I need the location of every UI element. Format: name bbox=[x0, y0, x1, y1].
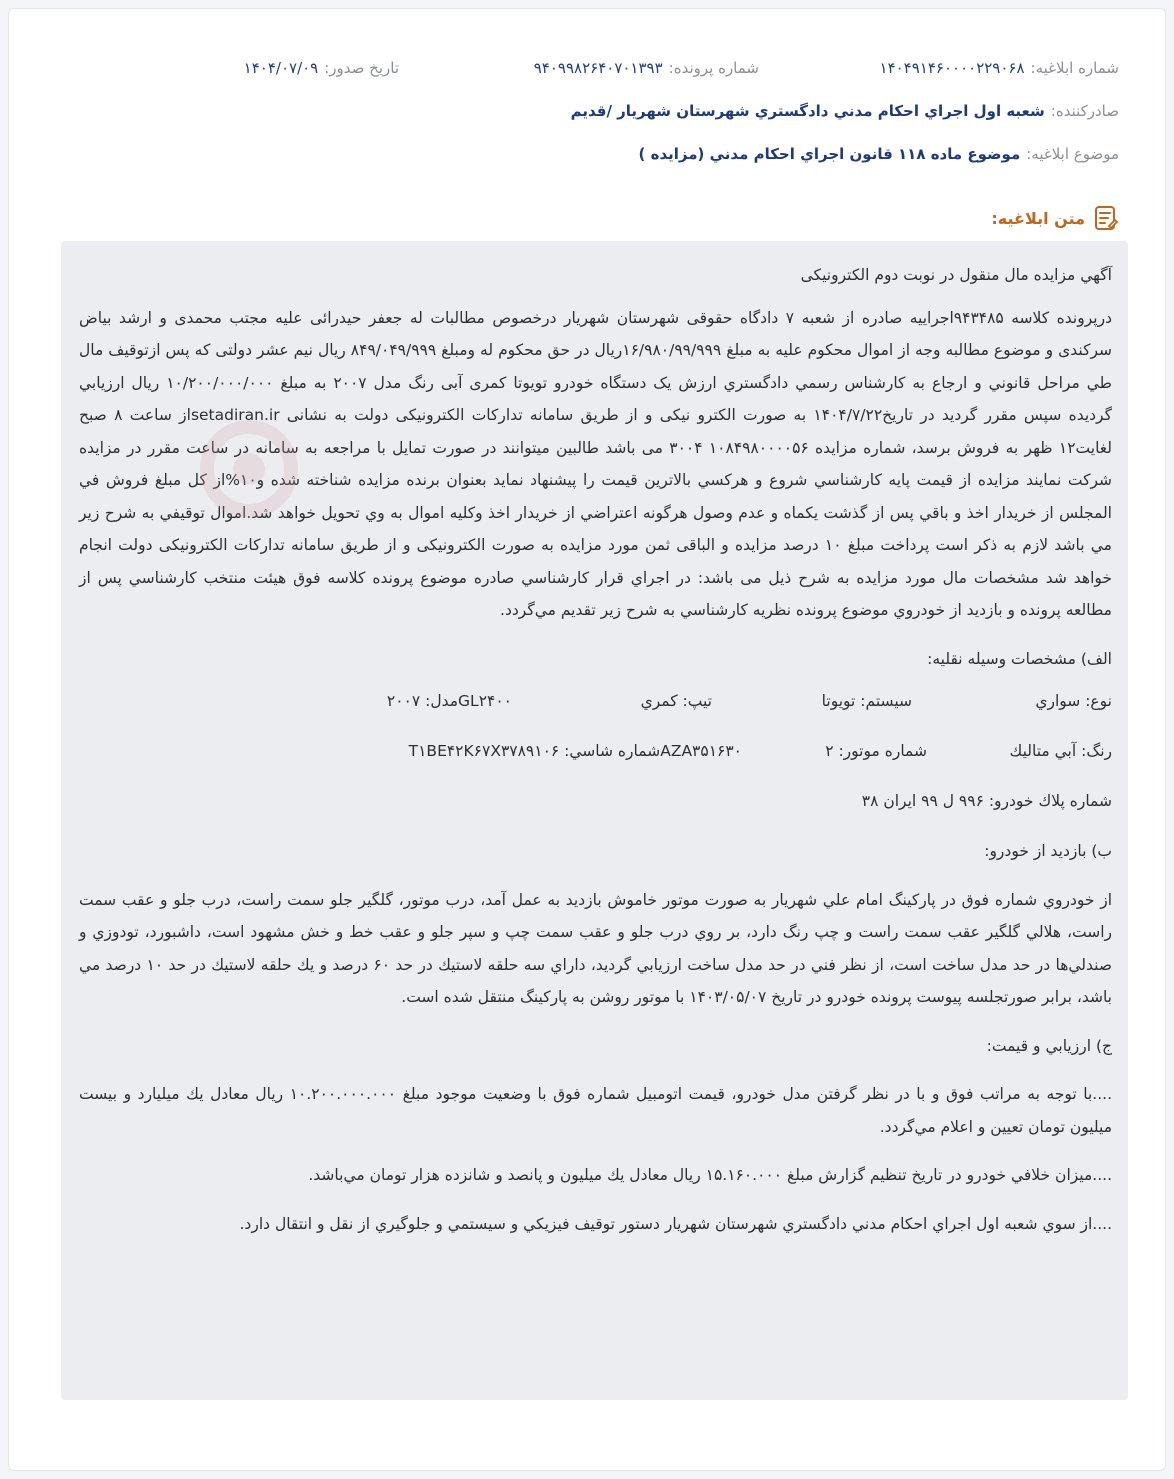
spec-row-1 bbox=[79, 685, 1112, 717]
notice-number-value: ۱۴۰۴۹۱۴۶۰۰۰۰۲۲۹۰۶۸ bbox=[879, 59, 1025, 77]
notice-card bbox=[8, 8, 1166, 1471]
notice-number bbox=[759, 59, 1119, 77]
spec-tip: تيپ: كمري bbox=[640, 691, 712, 710]
spec-row-2 bbox=[79, 735, 1112, 767]
notice-text-heading bbox=[991, 204, 1119, 232]
auction-title: آگهي مزايده مال منقول در نوبت دوم الکترونيکی bbox=[800, 266, 1112, 284]
spec-engine: شماره موتور: ۲ bbox=[825, 741, 927, 760]
section-a-heading: الف) مشخصات وسيله نقليه: bbox=[927, 649, 1112, 668]
notice-text-label: متن ابلاغیه: bbox=[991, 208, 1085, 228]
spec-system: سيستم: تويوتا bbox=[821, 691, 912, 710]
spec-model: GL۲۴۰۰مدل: ۲۰۰۷ bbox=[386, 691, 512, 710]
spec-row-3 bbox=[79, 785, 1112, 817]
valuation-paragraph: ....با توجه به مراتب فوق و با در نظر گرفتن مدل خودرو، قيمت اتومبيل شماره فوق با وضعيت موجود مبلغ ۱۰.۲۰۰.۰۰۰.۰۰۰ ريال معادل يك ميليارد و بيست ميليون تومان تعيين و اعلام مي‌گردد. bbox=[79, 1085, 1112, 1136]
intro-paragraph: درپرونده کلاسه ۹۴۳۴۸۵اجراییه صادره از شعبه ۷ دادگاه حقوقی شهرستان شهريار درخصوص مطالبات له جعفر حيدرائی عليه مجتب محمدی و ارشد بیاض سرکندی و موضوع مطالبه وجه از اموال محکوم علیه به مبلغ ۱۶/۹۸۰/۹۹/۹۹۹ریال در حق محکوم له ومبلغ ۸۴۹/۰۴۹/۹۹۹ ریال نیم عشر دولتی که پس ازتوقيف مال طي مراحل قانوني و ارجاع به کارشناس رسمي دادگستري ارزش یک دستگاه خودرو تویوتا کمری آبی رنگ مدل ۲۰۰۷ به مبلغ ۱۰/۲۰۰/۰۰۰/۰۰۰ ريال ارزيابي گرديده سپس مقرر گرديد در تاريخ۱۴۰۴/۷/۲۲ به صورت الکترو نیکی و از طریق سامانه تدارکات الکترونیکی دولت به نشانی setadiran.irاز ساعت ۸ صبح لغايت۱۲ ظهر به فروش برسد، شماره مزایده ۱۰۸۴۹۸۰۰۰۰۵۶ ۳۰۰۴ می باشد طالبین میتوانند در صورت تمایل با مراجعه به سامانه در ساعت مقرر در مزايده شرکت نمايند مزايده از قيمت پايه کارشناسي شروع و هرکسي بالاترين قيمت را پيشنهاد نمايد بعنوان برنده مزايده شناخته شده و۱۰%از کل مبلغ فروش في المجلس از خريدار اخذ و باقي پس از گذشت يکماه و عدم وصول هرگونه اعتراضي از خريدار اخذ وکليه اموال به وي تحويل خواهد شد.اموال توقيفي به شرح زير مي باشد لازم به ذکر است پرداخت مبلغ ۱۰ درصد مزایده و الباقی ثمن مورد مزایده به صورت الکترونیکی و از طریق سامانه تدارکات الکترونیکی دولت انجام خواهد شد مشخصات مال مورد مزايده به شرح ذيل می باشد: در اجراي قرار کارشناسي صادره موضوع پرونده کلاسه فوق هيئت منتخب کارشناسي پس از مطالعه پرونده و بازديد از خودروي موضوع پرونده نظريه کارشناسي به شرح زير تقديم مي‌گردد. bbox=[79, 308, 1113, 619]
spec-type: نوع: سواري bbox=[1035, 691, 1112, 710]
issuer-row bbox=[55, 102, 1119, 120]
case-number-label: شماره پرونده: bbox=[668, 59, 759, 77]
spec-plate: شماره پلاك خودرو: ۹۹۶ ل ۹۹ ايران ۳۸ bbox=[861, 791, 1112, 810]
inspection-paragraph: از خودروي شماره فوق در پاركينگ امام علي شهريار به صورت موتور خاموش بازديد به عمل آمد، درب موتور، گلگير جلو سمت راست، درب جلو و عقب سمت راست، هلالي گلگير عقب سمت راست و چپ رنگ دارد، بر روي درب جلو و عقب سمت چپ و سپر جلو و عقب خط و خش مشهود است، داشبورد، تودوزي و صندلي‌ها در حد مدل ساخت است، از نظر فني در حد مدل ساخت ارزيابي گرديد، داراي سه حلقه لاستيك در حد ۶۰ درصد و يك حلقه لاستيك در حد ۱۰ درصد مي باشد، برابر صورتجلسه پيوست پرونده خودرو در تاريخ ۱۴۰۳/۰۵/۰۷ با موتور روشن به پاركينگ منتقل شده است. bbox=[79, 890, 1113, 1006]
fines-paragraph: ....ميزان خلافي خودرو در تاريخ تنظيم گزارش مبلغ ۱۵.۱۶۰.۰۰۰ ريال معادل يك ميليون و پانصد و شانزده هزار تومان مي‌باشد. bbox=[308, 1166, 1112, 1184]
case-number-value: ۹۴۰۹۹۸۲۶۴۰۷۰۱۳۹۳ bbox=[533, 59, 663, 77]
notice-meta-row bbox=[55, 59, 1119, 77]
subject-label: موضوع ابلاغیه: bbox=[1026, 145, 1119, 163]
section-b-heading: ب) بازديد از خودرو: bbox=[984, 842, 1112, 860]
issue-date-value: ۱۴۰۴/۰۷/۰۹ bbox=[243, 59, 319, 77]
case-number bbox=[399, 59, 759, 77]
issue-date-label: تاریخ صدور: bbox=[324, 59, 399, 77]
spec-color: رنگ: آبي متاليك bbox=[1009, 741, 1112, 760]
section-c-heading: ج) ارزيابي و قيمت: bbox=[986, 1036, 1112, 1055]
notice-number-label: شماره ابلاغیه: bbox=[1030, 59, 1119, 77]
issuer-label: صادرکننده: bbox=[1050, 102, 1119, 120]
issue-date bbox=[55, 59, 399, 77]
seizure-paragraph: ....از سوي شعبه اول اجراي احكام مدني دادگستري شهرستان شهريار دستور توقيف فيزيكي و سيستمي و جلوگيري از نقل و انتقال دارد. bbox=[239, 1214, 1112, 1233]
document-icon bbox=[1093, 204, 1119, 232]
notice-body bbox=[61, 241, 1128, 1400]
subject-value: موضوع ماده ۱۱۸ قانون اجراي احکام مدني (مزايده ) bbox=[638, 145, 1021, 163]
spec-chassis: AZA۳۵۱۶۳۰شماره شاسي: T۱BE۴۲K۶۷X۳۷۸۹۱۰۶ bbox=[408, 741, 742, 760]
issuer-value: شعبه اول اجراي احکام مدني دادگستري شهرستان شهريار /قديم bbox=[570, 102, 1045, 120]
subject-row bbox=[55, 145, 1119, 163]
